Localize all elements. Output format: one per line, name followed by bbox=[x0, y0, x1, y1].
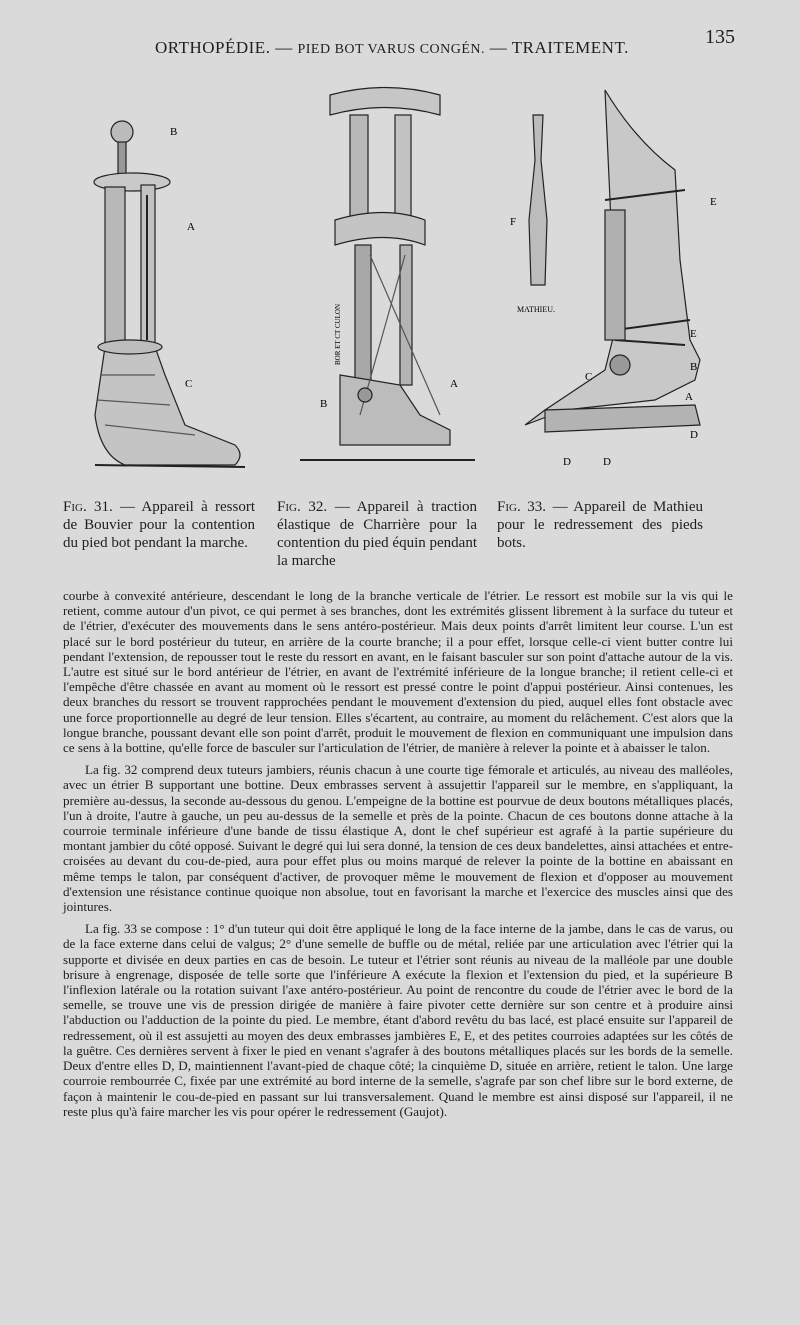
figure-32-caption-text: — Appareil à traction élastique de Charrière pour la contention du pied équin pendant la marche bbox=[277, 499, 478, 569]
running-header bbox=[155, 38, 629, 58]
figure-33-illustration bbox=[505, 80, 720, 475]
figure-31-caption-text: — Appareil à ressort de Bouvier pour la contention du pied bot pendant la marche. bbox=[63, 499, 255, 551]
figure-33-letter-d-mid: D bbox=[603, 456, 611, 468]
figure-32-caption bbox=[277, 498, 477, 570]
running-title-b: PIED BOT VARUS CONGÉN. bbox=[297, 42, 486, 57]
figure-33-letter-a: A bbox=[685, 391, 693, 403]
paragraph-2: La fig. 32 comprend deux tuteurs jambiers, réunis chacun à une courte tige fémorale et articulés, au niveau des malléoles, avec un étrier B supportant une bottine. Deux embrasses servent à assujettir l'appareil sur le membre, en s'appliquant, la première au-dessus, la seconde au-dessous du genou. L'empeigne de la bottine est pourvue de deux boutons métalliques placés, l'un à droite, l'autre à gauche, un peu au-dessus de la semelle et près de la pointe. Chacun de ces boutons donne attache à la courroie terminale inférieure d'une bande de tissu élastique A, dont le chef supérieur est agrafé à la partie supérieure du montant jambier du côté opposé. Suivant le degré qui lui sera donné, la tension de ces deux bandelettes, ainsi attachées et entre-croisées au devant du cou-de-pied, aura pour effet plus ou moins marqué de relever la pointe de la bottine en abaissant en même temps le talon, par conséquent d'activer, de provoquer même le mouvement de flexion et d'opposer au mouvement d'extension une résistance continue quoique non absolue, tout en favorisant la marche et l'exercice des muscles ainsi que des jointures. bbox=[63, 762, 733, 915]
figure-33-letter-d-right: D bbox=[690, 429, 698, 441]
figure-33-letter-e: E bbox=[690, 328, 697, 340]
figure-33-letter-c: C bbox=[585, 371, 593, 383]
running-title-a: ORTHOPÉDIE. — bbox=[155, 38, 293, 57]
figure-32-label: Fig. 32. bbox=[277, 499, 328, 515]
figure-33-caption-text: — Appareil de Mathieu pour le redressement des pieds bots. bbox=[497, 499, 704, 551]
body-text bbox=[63, 588, 733, 1126]
figure-31-letter-b: B bbox=[170, 126, 178, 138]
paragraph-1: courbe à convexité antérieure, descendant le long de la branche verticale de l'étrier. Le ressort est mobile sur la vis qui le retient, comme autour d'un pivot, ce qui permet à ses branches, dont les extrémités glissent librement à la surface du tuteur et de l'étrier, d'exécuter des mouvements dans le sens antéro-postérieur. Mais deux points d'arrêt limitent leur course. L'un est placé sur le bord postérieur du tuteur, en arrière de la courte branche; il a pour effet, lorsque celle-ci vient butter contre lui pendant l'extension, de repousser tout le reste du ressort en avant, en le faisant basculer sur son point d'attache autour de la vis. L'autre est situé sur le bord antérieur de l'étrier, en avant de l'extrémité inférieure de la longue branche; il retient celle-ci et l'empêche d'être chassée en avant au moment où le ressort est pressé contre le point d'appui postérieur. Ainsi contenues, les deux branches du ressort se trouvent rapprochées pendant le mouvement d'extension du pied, auquel elles font obstacle avec une force proportionnelle au degré de leur tension. Elles s'écartent, au contraire, au moment du relâchement. C'est alors que la longue branche, poussant devant elle son point d'arrêt, produit le mouvement de flexion en communiquant une impulsion dans ce sens à la bottine, qu'elle force de basculer sur l'articulation de l'étrier, de manière à relever la pointe et à abaisser le talon. bbox=[63, 588, 733, 756]
figure-33-letter-d-left: D bbox=[563, 456, 571, 468]
figure-32-letter-b: B bbox=[320, 398, 328, 410]
figure-31-illustration bbox=[85, 115, 260, 475]
page-number: 135 bbox=[705, 26, 735, 48]
figure-32-engraver-mark: BOR ET CT CULON bbox=[334, 304, 342, 365]
figure-32-letter-a: A bbox=[450, 378, 458, 390]
figure-33-letter-e-top: E bbox=[710, 196, 717, 208]
figure-33-letter-f: F bbox=[510, 216, 517, 228]
running-title-c: — TRAITEMENT. bbox=[489, 38, 629, 57]
figure-31-letter-c: C bbox=[185, 378, 193, 390]
paragraph-3: La fig. 33 se compose : 1° d'un tuteur qui doit être appliqué le long de la face interne de la jambe, dans le cas de varus, ou de la face externe dans celui de valgus; 2° d'une semelle de buffle ou de métal, reliée par une articulation avec l'étrier qui la supporte et divisée en deux parties en cas de besoin. Le tuteur et l'étrier sont réunis au niveau de la malléole par une double brisure à engrenage, disposée de telle sorte que l'inférieure A exécute la flexion et l'extension du pied, et la supérieure B l'inflexion latérale ou la rotation suivant l'axe antéro-postérieur. Au point de rencontre du coude de l'étrier avec le bord de la semelle, se trouve une vis de pression dirigée de manière à faire pivoter cette dernière sur son centre et à produire ainsi l'abduction ou l'adduction de la pointe du pied. Le membre, étant d'abord revêtu du bas lacé, est placé ensuite sur l'appareil de redressement, où il est assujetti au moyen des deux embrasses jambières E, E, et des petites courroies adaptées sur les côtés de la guêtre. Ces dernières servent à fixer le pied en venant s'agrafer à des boutons métalliques placés sur les bords de la semelle. Deux d'entre elles D, D, maintiennent l'avant-pied de chaque côté; la cinquième D, située en arrière, retient le talon. Une large courroie rembourrée C, fixée par une extrémité au bord interne de la semelle, s'agrafe par son chef libre sur le bord externe, de façon à maintenir le cou-de-pied en passant sur lui transversalement. Quand le membre est ainsi disposé sur l'appareil, il ne reste plus qu'à faire marcher les vis pour opérer le redressement (Gaujot). bbox=[63, 921, 733, 1119]
figure-33-letter-b: B bbox=[690, 361, 698, 373]
figure-33-maker-label: MATHIEU. bbox=[517, 305, 555, 314]
figure-31-label: Fig. 31. bbox=[63, 499, 113, 515]
figure-32-illustration bbox=[300, 85, 480, 470]
figure-31-letter-a: A bbox=[187, 221, 195, 233]
figure-33-caption bbox=[497, 498, 703, 552]
figure-31-caption bbox=[63, 498, 255, 552]
figure-33-label: Fig. 33. bbox=[497, 499, 546, 515]
